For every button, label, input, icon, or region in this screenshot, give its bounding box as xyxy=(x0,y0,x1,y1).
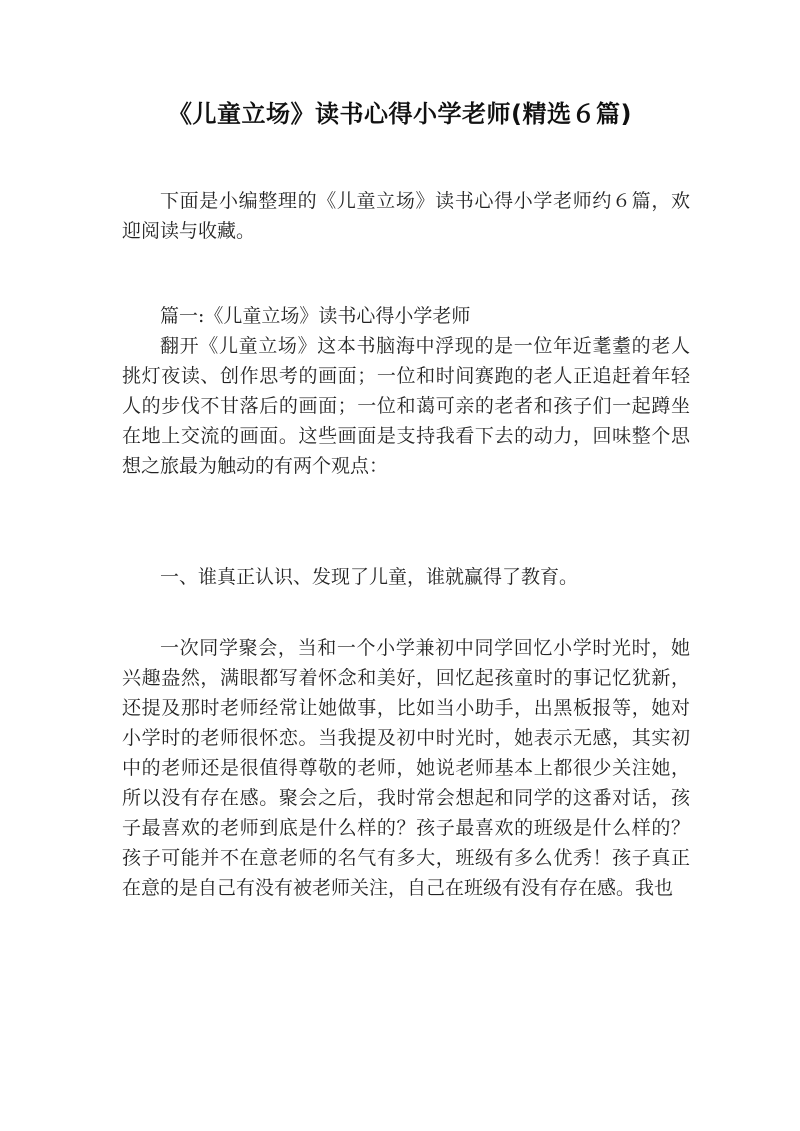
intro-paragraph: 下面是小编整理的《儿童立场》读书心得小学老师约６篇，欢迎阅读与收藏。 xyxy=(122,190,690,242)
point-heading: 一、谁真正认识、发现了儿童，谁就赢得了教育。 xyxy=(160,566,579,588)
intro-paragraph-block xyxy=(122,186,690,246)
section-one-block xyxy=(122,301,690,481)
story-block xyxy=(122,633,690,903)
section-heading: 篇一:《儿童立场》读书心得小学老师 xyxy=(160,305,471,327)
point-one-block xyxy=(122,562,690,592)
body-paragraph: 翻开《儿童立场》这本书脑海中浮现的是一位年近耄耋的老人挑灯夜读、创作思考的画面；一位和时间赛跑的老人正追赶着年轻人的步伐不甘落后的画面；一位和蔼可亲的老者和孩子们一起蹲坐在地上交流的画面。这些画面是支持我看下去的动力，回味整个思想之旅最为触动的有两个观点： xyxy=(122,335,690,477)
document-title: 《儿童立场》读书心得小学老师(精选６篇) xyxy=(168,100,632,128)
body-paragraph: 一次同学聚会，当和一个小学兼初中同学回忆小学时光时，她兴趣盎然，满眼都写着怀念和美好，回忆起孩童时的事记忆犹新，还提及那时老师经常让她做事，比如当小助手，出黑板报等，她对小学时的老师很怀恋。当我提及初中时光时，她表示无感，其实初中的老师还是很值得尊敬的老师，她说老师基本上都很少关注她，所以没有存在感。聚会之后，我时常会想起和同学的这番对话，孩子最喜欢的老师到底是什么样的？孩子最喜欢的班级是什么样的？孩子可能并不在意老师的名气有多大，班级有多么优秀！孩子真正在意的是自己有没有被老师关注，自己在班级有没有存在感。我也 xyxy=(122,637,690,899)
